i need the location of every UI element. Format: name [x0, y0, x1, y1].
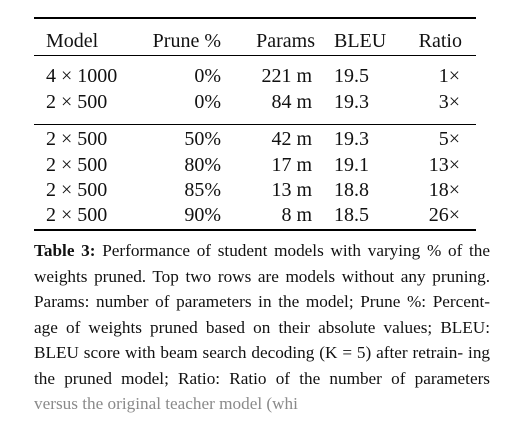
caption-line: Performance of student models with varying % of the: [102, 241, 491, 260]
cell-model: 4 × 1000: [46, 65, 118, 87]
cell-ratio: 3×: [438, 91, 460, 113]
cell-bleu: 18.8: [334, 179, 369, 201]
header-model: Model: [46, 30, 99, 52]
cell-bleu: 19.5: [334, 65, 369, 87]
cell-bleu: 19.3: [334, 128, 369, 150]
cell-prune: 0%: [194, 91, 221, 113]
header-ratio: Ratio: [418, 30, 462, 52]
cell-params: 8 m: [281, 204, 312, 226]
cell-prune: 0%: [194, 65, 221, 87]
cell-model: 2 × 500: [46, 204, 108, 226]
table-caption: [34, 238, 490, 417]
table-row: [0, 89, 514, 115]
group-rule: [34, 124, 476, 125]
cell-model: 2 × 500: [46, 128, 108, 150]
header-bleu: BLEU: [334, 30, 387, 52]
cell-params: 221 m: [261, 65, 312, 87]
header-prune: Prune %: [152, 30, 221, 52]
header-row: [0, 28, 514, 54]
cell-model: 2 × 500: [46, 179, 108, 201]
cell-ratio: 13×: [428, 154, 460, 176]
cell-model: 2 × 500: [46, 91, 108, 113]
cell-ratio: 26×: [428, 204, 460, 226]
caption-line: ing the pruned model; Ratio: Ratio of the number of parameters: [34, 343, 491, 388]
header-params: Params: [256, 30, 315, 52]
caption-line: weights pruned. Top two rows are models without any pruning.: [34, 266, 490, 286]
table-row: [0, 126, 514, 152]
cell-ratio: 5×: [438, 128, 460, 150]
cell-bleu: 19.1: [334, 154, 369, 176]
cell-bleu: 18.5: [334, 204, 369, 226]
table-row: [0, 177, 514, 203]
caption-label: Table 3:: [34, 241, 96, 260]
cell-prune: 80%: [184, 154, 221, 176]
cell-ratio: 18×: [428, 179, 460, 201]
cell-ratio: 1×: [438, 65, 460, 87]
table-row: [0, 152, 514, 178]
cell-prune: 50%: [184, 128, 221, 150]
cell-params: 42 m: [271, 128, 312, 150]
caption-line: age of weights pruned based on their absolute values; BLEU:: [34, 317, 490, 337]
table-row: [0, 63, 514, 89]
table-row: [0, 202, 514, 228]
cell-model: 2 × 500: [46, 154, 108, 176]
cell-prune: 90%: [184, 204, 221, 226]
top-rule: [34, 17, 476, 19]
cell-prune: 85%: [184, 179, 221, 201]
caption-line: versus the original teacher model (whi: [34, 394, 298, 413]
caption-line: Params: number of parameters in the model; Prune %: Percent-: [34, 292, 490, 311]
bottom-rule: [34, 229, 476, 231]
cell-bleu: 19.3: [334, 91, 369, 113]
cell-params: 17 m: [271, 154, 312, 176]
header-rule: [34, 55, 476, 56]
caption-line: BLEU score with beam search decoding (K = 5) after retrain-: [34, 343, 464, 362]
cell-params: 84 m: [271, 91, 312, 113]
cell-params: 13 m: [271, 179, 312, 201]
